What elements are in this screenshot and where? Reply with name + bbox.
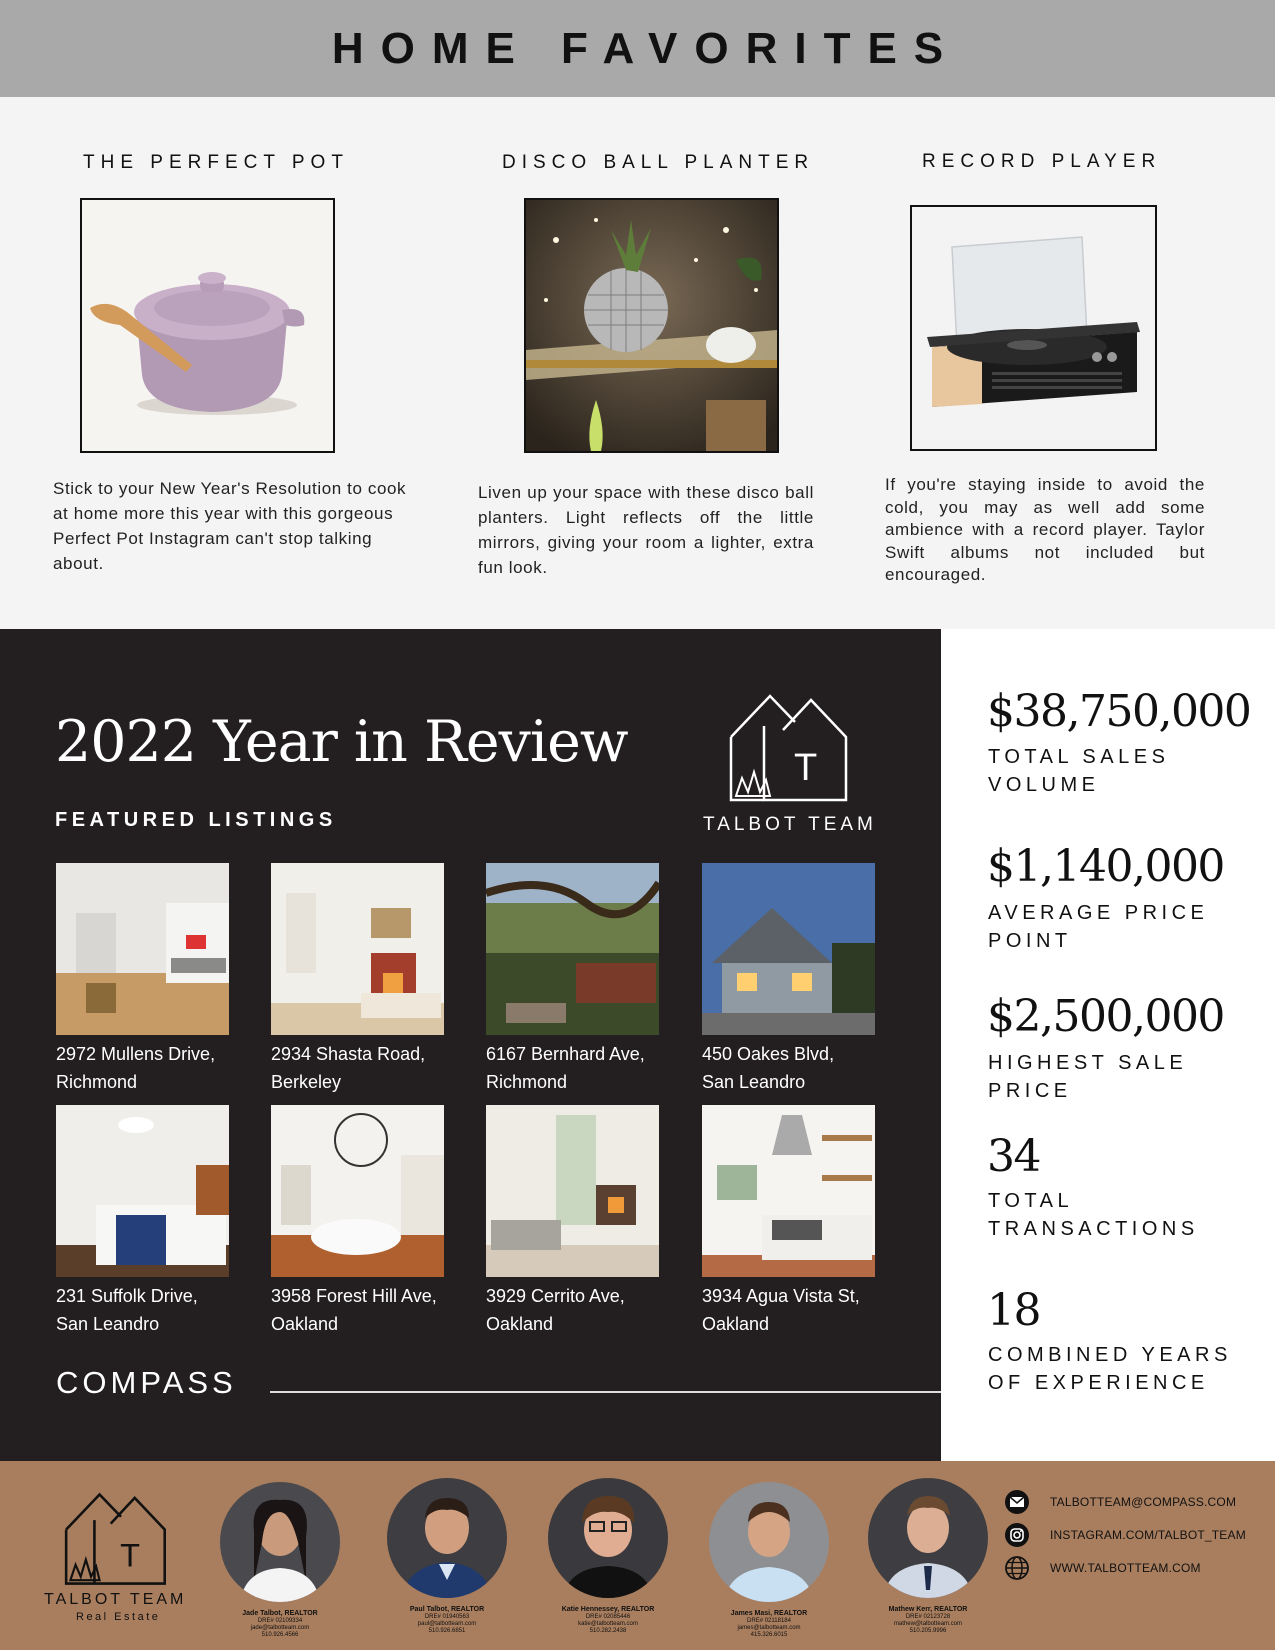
agent-dre: DRE# 02118184 [747, 1618, 791, 1624]
agent-card [533, 1478, 683, 1635]
listing-photo [56, 863, 229, 1035]
divider-line [270, 1391, 941, 1393]
listing-card [56, 863, 229, 1096]
compass-logo: COMPASS [56, 1365, 237, 1400]
agent-email[interactable]: mathew@talbotteam.com [893, 1621, 963, 1627]
listing-address: 231 Suffolk Drive, [56, 1286, 198, 1306]
agent-dre: DRE# 02109334 [257, 1618, 303, 1624]
listing-photo [271, 863, 444, 1035]
listing-photo [271, 1105, 444, 1277]
contact-website[interactable] [1004, 1555, 1201, 1581]
stat-highest-sale-value: $2,500,000 [987, 991, 1224, 1042]
stats-panel [941, 629, 1275, 1461]
agent-card [372, 1478, 522, 1635]
agent-name: Katie Hennessey, REALTOR [561, 1606, 655, 1613]
agent-phone: 510.205.9996 [909, 1628, 947, 1634]
featured-listings-heading: FEATURED LISTINGS [55, 809, 337, 831]
instagram-icon [1004, 1522, 1030, 1548]
favorite-desc-disco-planter: Liven up your space with these disco ball planters. Light reflects off the little mirrors, giving your room a lighter, extra fun look. [478, 483, 814, 577]
agent-avatar [387, 1478, 507, 1598]
listing-photo [702, 1105, 875, 1277]
agent-phone: 510.282.2438 [589, 1628, 627, 1634]
stat-average-price-value: $1,140,000 [987, 841, 1224, 892]
footer-team-subtitle: Real Estate [76, 1611, 161, 1623]
agent-name: James Masi, REALTOR [730, 1610, 808, 1617]
agent-name: Jade Talbot, REALTOR [242, 1610, 318, 1617]
logo-letter: T [794, 747, 818, 789]
stat-average-price-label: AVERAGE PRICE POINT [988, 902, 1209, 952]
stat-total-sales-value: $38,750,000 [987, 686, 1251, 737]
agent-email[interactable]: james@talbotteam.com [737, 1625, 801, 1631]
agent-phone: 415.326.6015 [750, 1632, 788, 1638]
listing-address: 3958 Forest Hill Ave, [271, 1286, 437, 1306]
listing-address: 3929 Cerrito Ave, [486, 1286, 625, 1306]
footer-talbot-logo-icon [63, 1491, 167, 1587]
favorite-title-disco-planter: DISCO BALL PLANTER [502, 152, 815, 173]
listing-photo [702, 863, 875, 1035]
listing-address: 2934 Shasta Road, [271, 1044, 426, 1064]
page-title: HOME FAVORITES [331, 23, 961, 73]
footer [0, 1461, 1275, 1650]
agent-dre: DRE# 02123728 [905, 1614, 951, 1620]
favorite-title-perfect-pot: THE PERFECT POT [83, 152, 349, 173]
listing-city: San Leandro [56, 1314, 160, 1334]
listing-photo [486, 863, 659, 1035]
footer-team-name: TALBOT TEAM [44, 1591, 187, 1608]
favorite-title-record-player: RECORD PLAYER [922, 151, 1162, 172]
stat-transactions-label: TOTAL TRANSACTIONS [988, 1190, 1199, 1240]
contact-email-text: TALBOTTEAM@COMPASS.COM [1050, 1495, 1237, 1509]
agent-card [694, 1482, 844, 1639]
stat-transactions-value: 34 [987, 1131, 1040, 1182]
listing-city: Berkeley [271, 1072, 342, 1092]
stat-experience-value: 18 [987, 1285, 1040, 1336]
stat-experience-label: COMBINED YEARS OF EXPERIENCE [988, 1344, 1232, 1394]
agent-avatar [709, 1482, 829, 1602]
listing-city: Richmond [56, 1072, 138, 1092]
listing-card [271, 1105, 444, 1338]
contact-email[interactable] [1004, 1489, 1236, 1515]
contact-instagram-text: INSTAGRAM.COM/TALBOT_TEAM [1050, 1528, 1246, 1542]
favorite-desc-record-player: If you're staying inside to avoid the cold, you may as well add some ambience with a record player. Taylor Swift albums not included but encouraged. [885, 475, 1205, 584]
agent-avatar [548, 1478, 668, 1598]
agent-card [853, 1478, 1003, 1635]
listing-city: Richmond [486, 1072, 568, 1092]
agent-dre: DRE# 02085446 [585, 1614, 631, 1620]
listing-card [486, 863, 659, 1096]
year-review-title: 2022 Year in Review [55, 709, 628, 775]
stat-total-sales-label: TOTAL SALES VOLUME [988, 746, 1170, 796]
listing-card [271, 863, 444, 1096]
listing-address: 2972 Mullens Drive, [56, 1044, 216, 1064]
listing-photo [56, 1105, 229, 1277]
favorite-desc-perfect-pot: Stick to your New Year's Resolution to cook at home more this year with this gorgeous Perfect Pot Instagram can't stop talking about. [53, 479, 407, 573]
year-in-review-section [0, 629, 941, 1461]
listing-address: 450 Oakes Blvd, [702, 1044, 835, 1064]
agent-phone: 510.926.6851 [428, 1628, 466, 1634]
listing-address: 6167 Bernhard Ave, [486, 1044, 645, 1064]
globe-icon [1004, 1555, 1030, 1581]
listing-city: Oakland [486, 1314, 554, 1334]
email-icon [1004, 1489, 1030, 1515]
contact-instagram[interactable] [1004, 1522, 1246, 1548]
agent-email[interactable]: paul@talbotteam.com [417, 1621, 477, 1627]
listing-address: 3934 Agua Vista St, [702, 1286, 860, 1306]
page-header [0, 0, 1275, 97]
listing-card [486, 1105, 659, 1338]
agent-dre: DRE# 01940563 [424, 1614, 470, 1620]
footer-logo-letter: T [120, 1537, 141, 1574]
agent-email[interactable]: jade@talbotteam.com [250, 1625, 310, 1631]
agent-avatar [868, 1478, 988, 1598]
listing-card [702, 1105, 875, 1338]
listing-photo [486, 1105, 659, 1277]
listing-card [56, 1105, 229, 1338]
agent-name: Mathew Kerr, REALTOR [888, 1606, 968, 1613]
agent-email[interactable]: katie@talbotteam.com [578, 1621, 638, 1627]
agent-card [205, 1482, 355, 1639]
perfect-pot-photo [80, 198, 335, 453]
listing-card [702, 863, 875, 1096]
listing-city: Oakland [702, 1314, 770, 1334]
talbot-team-logo-icon [728, 692, 848, 804]
listing-city: Oakland [271, 1314, 339, 1334]
team-name: TALBOT TEAM [703, 814, 877, 835]
agent-avatar [220, 1482, 340, 1602]
agent-phone: 510.926.4566 [261, 1632, 299, 1638]
agent-name: Paul Talbot, REALTOR [409, 1606, 485, 1613]
stat-highest-sale-label: HIGHEST SALE PRICE [988, 1052, 1188, 1102]
record-player-photo [910, 205, 1157, 451]
contact-website-text: WWW.TALBOTTEAM.COM [1050, 1561, 1201, 1575]
disco-ball-planter-photo [524, 198, 779, 453]
listing-city: San Leandro [702, 1072, 806, 1092]
